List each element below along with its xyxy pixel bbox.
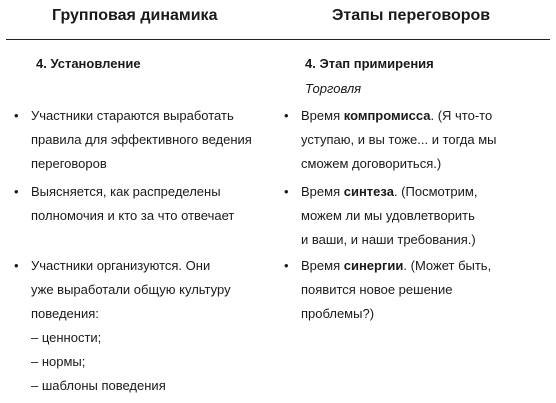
right-section-subtitle: Торговля — [305, 81, 362, 96]
bullet-icon: • — [14, 108, 19, 123]
header-divider — [6, 39, 550, 40]
left-list-item: • Выясняется, как распределены полномочия и кто за что отвечает — [14, 180, 234, 228]
right-list-item: • Время компромисса. (Я что-то уступаю, и вы тоже... и тогда мы сможем договориться.) — [284, 104, 496, 176]
right-section-title: 4. Этап примирения — [305, 56, 434, 71]
right-column-header: Этапы переговоров — [332, 7, 491, 24]
right-list-item: • Время синтеза. (Посмотрим, можем ли мы удовлетворить и ваши, и наши требования.) — [284, 180, 477, 252]
bullet-icon: • — [14, 258, 19, 273]
left-list-item: • Участники организуются. Они уже выработали общую культуру поведения: – ценности; – нормы; – шаблоны поведения — [14, 254, 231, 398]
bullet-icon: • — [284, 184, 289, 199]
right-list-item: • Время синергии. (Может быть, появится новое решение проблемы?) — [284, 254, 491, 326]
bullet-icon: • — [14, 184, 19, 199]
bullet-icon: • — [284, 258, 289, 273]
left-section-title: 4. Установление — [36, 56, 141, 71]
bullet-icon: • — [284, 108, 289, 123]
left-list-item: • Участники стараются выработать правила для эффективного ведения переговоров — [14, 104, 252, 176]
left-column-header: Групповая динамика — [52, 7, 218, 24]
